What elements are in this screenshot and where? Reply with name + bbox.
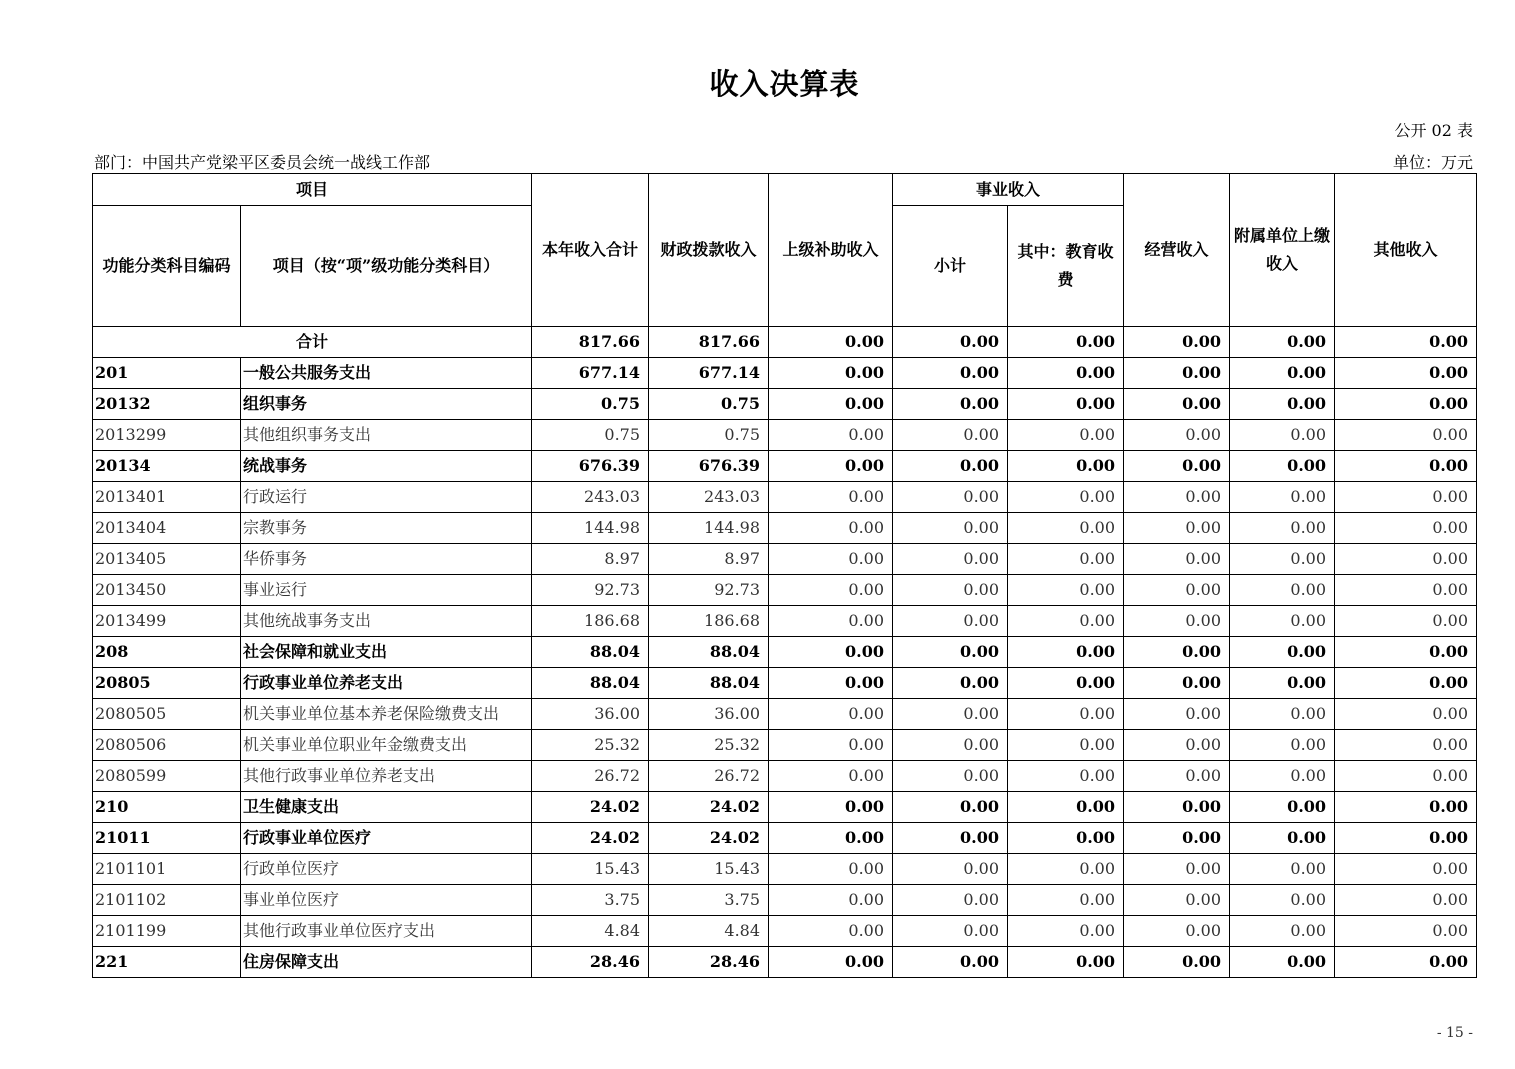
cell-affiliated: 0.00 bbox=[1230, 327, 1335, 358]
cell-affiliated: 0.00 bbox=[1230, 544, 1335, 575]
cell-other: 0.00 bbox=[1335, 389, 1477, 420]
header-total-income: 本年收入合计 bbox=[532, 174, 649, 327]
cell-superior: 0.00 bbox=[769, 358, 893, 389]
cell-career-subtotal: 0.00 bbox=[893, 544, 1008, 575]
cell-name: 行政事业单位养老支出 bbox=[241, 668, 532, 699]
cell-superior: 0.00 bbox=[769, 730, 893, 761]
cell-fiscal: 88.04 bbox=[649, 637, 769, 668]
cell-career-edu: 0.00 bbox=[1008, 730, 1124, 761]
cell-career-subtotal: 0.00 bbox=[893, 916, 1008, 947]
cell-fiscal: 0.75 bbox=[649, 420, 769, 451]
table-row bbox=[93, 761, 1477, 792]
cell-business: 0.00 bbox=[1124, 947, 1230, 978]
cell-fiscal: 676.39 bbox=[649, 451, 769, 482]
table-body bbox=[93, 327, 1477, 978]
header-affiliated: 附属单位上缴收入 bbox=[1230, 174, 1335, 327]
cell-fiscal: 4.84 bbox=[649, 916, 769, 947]
department-label: 部门：中国共产党梁平区委员会统一战线工作部 bbox=[94, 153, 431, 172]
cell-total-income: 243.03 bbox=[532, 482, 649, 513]
cell-career-subtotal: 0.00 bbox=[893, 606, 1008, 637]
cell-total-income: 92.73 bbox=[532, 575, 649, 606]
cell-other: 0.00 bbox=[1335, 358, 1477, 389]
cell-career-subtotal: 0.00 bbox=[893, 482, 1008, 513]
cell-total-income: 186.68 bbox=[532, 606, 649, 637]
cell-business: 0.00 bbox=[1124, 482, 1230, 513]
cell-business: 0.00 bbox=[1124, 730, 1230, 761]
table-row bbox=[93, 792, 1477, 823]
cell-other: 0.00 bbox=[1335, 575, 1477, 606]
cell-superior: 0.00 bbox=[769, 482, 893, 513]
cell-career-edu: 0.00 bbox=[1008, 761, 1124, 792]
cell-affiliated: 0.00 bbox=[1230, 389, 1335, 420]
cell-other: 0.00 bbox=[1335, 451, 1477, 482]
cell-career-edu: 0.00 bbox=[1008, 637, 1124, 668]
cell-business: 0.00 bbox=[1124, 699, 1230, 730]
cell-total-income: 817.66 bbox=[532, 327, 649, 358]
cell-name: 社会保障和就业支出 bbox=[241, 637, 532, 668]
cell-fiscal: 144.98 bbox=[649, 513, 769, 544]
cell-superior: 0.00 bbox=[769, 823, 893, 854]
cell-career-subtotal: 0.00 bbox=[893, 761, 1008, 792]
cell-career-edu: 0.00 bbox=[1008, 916, 1124, 947]
cell-career-edu: 0.00 bbox=[1008, 358, 1124, 389]
table-row bbox=[93, 606, 1477, 637]
cell-career-subtotal: 0.00 bbox=[893, 823, 1008, 854]
cell-other: 0.00 bbox=[1335, 544, 1477, 575]
table-header bbox=[93, 174, 1477, 327]
cell-code: 221 bbox=[93, 947, 241, 978]
cell-name: 华侨事务 bbox=[241, 544, 532, 575]
table-row-total bbox=[93, 327, 1477, 358]
cell-total-income: 26.72 bbox=[532, 761, 649, 792]
cell-affiliated: 0.00 bbox=[1230, 606, 1335, 637]
cell-superior: 0.00 bbox=[769, 544, 893, 575]
page-title: 收入决算表 bbox=[709, 67, 860, 101]
cell-fiscal: 36.00 bbox=[649, 699, 769, 730]
cell-superior: 0.00 bbox=[769, 513, 893, 544]
cell-business: 0.00 bbox=[1124, 513, 1230, 544]
cell-name: 统战事务 bbox=[241, 451, 532, 482]
cell-affiliated: 0.00 bbox=[1230, 730, 1335, 761]
cell-code: 2013401 bbox=[93, 482, 241, 513]
cell-business: 0.00 bbox=[1124, 327, 1230, 358]
cell-superior: 0.00 bbox=[769, 699, 893, 730]
header-career-group: 事业收入 bbox=[893, 174, 1124, 206]
cell-other: 0.00 bbox=[1335, 699, 1477, 730]
cell-total-income: 36.00 bbox=[532, 699, 649, 730]
cell-career-edu: 0.00 bbox=[1008, 699, 1124, 730]
cell-code: 2013405 bbox=[93, 544, 241, 575]
cell-career-edu: 0.00 bbox=[1008, 389, 1124, 420]
cell-total-income: 88.04 bbox=[532, 637, 649, 668]
cell-business: 0.00 bbox=[1124, 916, 1230, 947]
cell-fiscal: 92.73 bbox=[649, 575, 769, 606]
cell-other: 0.00 bbox=[1335, 513, 1477, 544]
header-name: 项目（按“项”级功能分类科目） bbox=[241, 206, 532, 327]
cell-career-edu: 0.00 bbox=[1008, 823, 1124, 854]
cell-career-edu: 0.00 bbox=[1008, 575, 1124, 606]
cell-affiliated: 0.00 bbox=[1230, 637, 1335, 668]
cell-superior: 0.00 bbox=[769, 327, 893, 358]
cell-business: 0.00 bbox=[1124, 544, 1230, 575]
cell-career-edu: 0.00 bbox=[1008, 482, 1124, 513]
cell-other: 0.00 bbox=[1335, 327, 1477, 358]
total-label: 合计 bbox=[93, 327, 532, 358]
cell-name: 其他行政事业单位养老支出 bbox=[241, 761, 532, 792]
cell-total-income: 15.43 bbox=[532, 854, 649, 885]
cell-total-income: 677.14 bbox=[532, 358, 649, 389]
cell-code: 21011 bbox=[93, 823, 241, 854]
cell-other: 0.00 bbox=[1335, 792, 1477, 823]
cell-name: 行政单位医疗 bbox=[241, 854, 532, 885]
cell-superior: 0.00 bbox=[769, 792, 893, 823]
cell-fiscal: 243.03 bbox=[649, 482, 769, 513]
cell-superior: 0.00 bbox=[769, 420, 893, 451]
header-business: 经营收入 bbox=[1124, 174, 1230, 327]
table-row bbox=[93, 389, 1477, 420]
header-career-subtotal: 小计 bbox=[893, 206, 1008, 327]
cell-name: 宗教事务 bbox=[241, 513, 532, 544]
cell-business: 0.00 bbox=[1124, 792, 1230, 823]
cell-business: 0.00 bbox=[1124, 823, 1230, 854]
cell-other: 0.00 bbox=[1335, 668, 1477, 699]
cell-total-income: 8.97 bbox=[532, 544, 649, 575]
cell-total-income: 144.98 bbox=[532, 513, 649, 544]
cell-code: 2080506 bbox=[93, 730, 241, 761]
header-other: 其他收入 bbox=[1335, 174, 1477, 327]
cell-name: 组织事务 bbox=[241, 389, 532, 420]
cell-other: 0.00 bbox=[1335, 947, 1477, 978]
cell-total-income: 24.02 bbox=[532, 823, 649, 854]
cell-career-subtotal: 0.00 bbox=[893, 575, 1008, 606]
cell-affiliated: 0.00 bbox=[1230, 792, 1335, 823]
cell-fiscal: 0.75 bbox=[649, 389, 769, 420]
cell-total-income: 676.39 bbox=[532, 451, 649, 482]
cell-code: 2101102 bbox=[93, 885, 241, 916]
cell-other: 0.00 bbox=[1335, 730, 1477, 761]
cell-code: 201 bbox=[93, 358, 241, 389]
cell-affiliated: 0.00 bbox=[1230, 854, 1335, 885]
cell-name: 行政运行 bbox=[241, 482, 532, 513]
cell-career-edu: 0.00 bbox=[1008, 327, 1124, 358]
table-row bbox=[93, 358, 1477, 389]
cell-total-income: 4.84 bbox=[532, 916, 649, 947]
cell-total-income: 25.32 bbox=[532, 730, 649, 761]
cell-superior: 0.00 bbox=[769, 761, 893, 792]
table-row bbox=[93, 916, 1477, 947]
cell-career-subtotal: 0.00 bbox=[893, 699, 1008, 730]
table-row bbox=[93, 854, 1477, 885]
cell-business: 0.00 bbox=[1124, 606, 1230, 637]
cell-career-subtotal: 0.00 bbox=[893, 451, 1008, 482]
table-row bbox=[93, 513, 1477, 544]
cell-superior: 0.00 bbox=[769, 606, 893, 637]
cell-fiscal: 25.32 bbox=[649, 730, 769, 761]
header-code: 功能分类科目编码 bbox=[93, 206, 241, 327]
table-row bbox=[93, 575, 1477, 606]
cell-other: 0.00 bbox=[1335, 823, 1477, 854]
cell-code: 20132 bbox=[93, 389, 241, 420]
table-row bbox=[93, 947, 1477, 978]
cell-code: 2101101 bbox=[93, 854, 241, 885]
cell-fiscal: 28.46 bbox=[649, 947, 769, 978]
cell-affiliated: 0.00 bbox=[1230, 916, 1335, 947]
cell-superior: 0.00 bbox=[769, 885, 893, 916]
table-row bbox=[93, 668, 1477, 699]
cell-name: 其他统战事务支出 bbox=[241, 606, 532, 637]
cell-total-income: 24.02 bbox=[532, 792, 649, 823]
cell-total-income: 0.75 bbox=[532, 420, 649, 451]
cell-affiliated: 0.00 bbox=[1230, 699, 1335, 730]
cell-superior: 0.00 bbox=[769, 389, 893, 420]
cell-superior: 0.00 bbox=[769, 947, 893, 978]
cell-code: 2013450 bbox=[93, 575, 241, 606]
cell-business: 0.00 bbox=[1124, 358, 1230, 389]
cell-business: 0.00 bbox=[1124, 854, 1230, 885]
cell-name: 机关事业单位职业年金缴费支出 bbox=[241, 730, 532, 761]
cell-career-subtotal: 0.00 bbox=[893, 420, 1008, 451]
cell-business: 0.00 bbox=[1124, 761, 1230, 792]
cell-fiscal: 15.43 bbox=[649, 854, 769, 885]
cell-other: 0.00 bbox=[1335, 854, 1477, 885]
cell-business: 0.00 bbox=[1124, 420, 1230, 451]
table-row bbox=[93, 730, 1477, 761]
cell-fiscal: 8.97 bbox=[649, 544, 769, 575]
cell-other: 0.00 bbox=[1335, 637, 1477, 668]
cell-fiscal: 24.02 bbox=[649, 823, 769, 854]
cell-career-subtotal: 0.00 bbox=[893, 637, 1008, 668]
cell-career-edu: 0.00 bbox=[1008, 451, 1124, 482]
cell-career-subtotal: 0.00 bbox=[893, 947, 1008, 978]
cell-affiliated: 0.00 bbox=[1230, 823, 1335, 854]
cell-career-edu: 0.00 bbox=[1008, 606, 1124, 637]
cell-fiscal: 24.02 bbox=[649, 792, 769, 823]
cell-total-income: 88.04 bbox=[532, 668, 649, 699]
cell-career-subtotal: 0.00 bbox=[893, 792, 1008, 823]
cell-business: 0.00 bbox=[1124, 885, 1230, 916]
cell-code: 2013404 bbox=[93, 513, 241, 544]
cell-superior: 0.00 bbox=[769, 854, 893, 885]
cell-code: 2013499 bbox=[93, 606, 241, 637]
cell-name: 机关事业单位基本养老保险缴费支出 bbox=[241, 699, 532, 730]
cell-other: 0.00 bbox=[1335, 482, 1477, 513]
income-final-accounts-table bbox=[92, 173, 1477, 978]
cell-affiliated: 0.00 bbox=[1230, 513, 1335, 544]
cell-career-subtotal: 0.00 bbox=[893, 668, 1008, 699]
cell-affiliated: 0.00 bbox=[1230, 358, 1335, 389]
cell-career-edu: 0.00 bbox=[1008, 544, 1124, 575]
cell-business: 0.00 bbox=[1124, 575, 1230, 606]
cell-career-edu: 0.00 bbox=[1008, 668, 1124, 699]
cell-career-subtotal: 0.00 bbox=[893, 513, 1008, 544]
cell-other: 0.00 bbox=[1335, 761, 1477, 792]
cell-superior: 0.00 bbox=[769, 668, 893, 699]
cell-business: 0.00 bbox=[1124, 389, 1230, 420]
cell-career-subtotal: 0.00 bbox=[893, 885, 1008, 916]
cell-name: 卫生健康支出 bbox=[241, 792, 532, 823]
cell-career-subtotal: 0.00 bbox=[893, 730, 1008, 761]
table-row bbox=[93, 823, 1477, 854]
cell-name: 其他组织事务支出 bbox=[241, 420, 532, 451]
table-row bbox=[93, 544, 1477, 575]
page-number: - 15 - bbox=[1436, 1025, 1473, 1041]
cell-code: 20134 bbox=[93, 451, 241, 482]
unit-label: 单位：万元 bbox=[1392, 153, 1473, 172]
cell-career-edu: 0.00 bbox=[1008, 947, 1124, 978]
cell-code: 208 bbox=[93, 637, 241, 668]
cell-career-edu: 0.00 bbox=[1008, 513, 1124, 544]
cell-business: 0.00 bbox=[1124, 451, 1230, 482]
cell-affiliated: 0.00 bbox=[1230, 482, 1335, 513]
cell-fiscal: 88.04 bbox=[649, 668, 769, 699]
cell-career-subtotal: 0.00 bbox=[893, 854, 1008, 885]
cell-code: 2013299 bbox=[93, 420, 241, 451]
cell-other: 0.00 bbox=[1335, 916, 1477, 947]
cell-total-income: 28.46 bbox=[532, 947, 649, 978]
cell-superior: 0.00 bbox=[769, 637, 893, 668]
cell-fiscal: 817.66 bbox=[649, 327, 769, 358]
cell-name: 事业单位医疗 bbox=[241, 885, 532, 916]
cell-other: 0.00 bbox=[1335, 885, 1477, 916]
table-row bbox=[93, 420, 1477, 451]
cell-code: 2080505 bbox=[93, 699, 241, 730]
cell-affiliated: 0.00 bbox=[1230, 420, 1335, 451]
cell-business: 0.00 bbox=[1124, 637, 1230, 668]
cell-career-edu: 0.00 bbox=[1008, 885, 1124, 916]
cell-fiscal: 26.72 bbox=[649, 761, 769, 792]
cell-fiscal: 677.14 bbox=[649, 358, 769, 389]
table-row bbox=[93, 885, 1477, 916]
cell-other: 0.00 bbox=[1335, 606, 1477, 637]
cell-superior: 0.00 bbox=[769, 451, 893, 482]
header-career-edu: 其中：教育收费 bbox=[1008, 206, 1124, 327]
cell-name: 住房保障支出 bbox=[241, 947, 532, 978]
cell-other: 0.00 bbox=[1335, 420, 1477, 451]
table-row bbox=[93, 451, 1477, 482]
table-row bbox=[93, 482, 1477, 513]
cell-affiliated: 0.00 bbox=[1230, 947, 1335, 978]
cell-affiliated: 0.00 bbox=[1230, 885, 1335, 916]
cell-affiliated: 0.00 bbox=[1230, 668, 1335, 699]
cell-superior: 0.00 bbox=[769, 916, 893, 947]
cell-name: 事业运行 bbox=[241, 575, 532, 606]
cell-code: 210 bbox=[93, 792, 241, 823]
cell-career-subtotal: 0.00 bbox=[893, 358, 1008, 389]
cell-total-income: 0.75 bbox=[532, 389, 649, 420]
cell-affiliated: 0.00 bbox=[1230, 451, 1335, 482]
cell-career-edu: 0.00 bbox=[1008, 792, 1124, 823]
header-fiscal: 财政拨款收入 bbox=[649, 174, 769, 327]
cell-fiscal: 3.75 bbox=[649, 885, 769, 916]
cell-total-income: 3.75 bbox=[532, 885, 649, 916]
header-item-group: 项目 bbox=[93, 174, 532, 206]
cell-code: 20805 bbox=[93, 668, 241, 699]
cell-name: 行政事业单位医疗 bbox=[241, 823, 532, 854]
cell-code: 2080599 bbox=[93, 761, 241, 792]
cell-name: 其他行政事业单位医疗支出 bbox=[241, 916, 532, 947]
cell-career-edu: 0.00 bbox=[1008, 420, 1124, 451]
cell-superior: 0.00 bbox=[769, 575, 893, 606]
table-row bbox=[93, 699, 1477, 730]
cell-affiliated: 0.00 bbox=[1230, 761, 1335, 792]
cell-career-edu: 0.00 bbox=[1008, 854, 1124, 885]
cell-name: 一般公共服务支出 bbox=[241, 358, 532, 389]
cell-affiliated: 0.00 bbox=[1230, 575, 1335, 606]
table-number: 公开 02 表 bbox=[1394, 121, 1473, 140]
cell-career-subtotal: 0.00 bbox=[893, 389, 1008, 420]
cell-fiscal: 186.68 bbox=[649, 606, 769, 637]
cell-career-subtotal: 0.00 bbox=[893, 327, 1008, 358]
table-row bbox=[93, 637, 1477, 668]
cell-code: 2101199 bbox=[93, 916, 241, 947]
cell-business: 0.00 bbox=[1124, 668, 1230, 699]
header-superior: 上级补助收入 bbox=[769, 174, 893, 327]
